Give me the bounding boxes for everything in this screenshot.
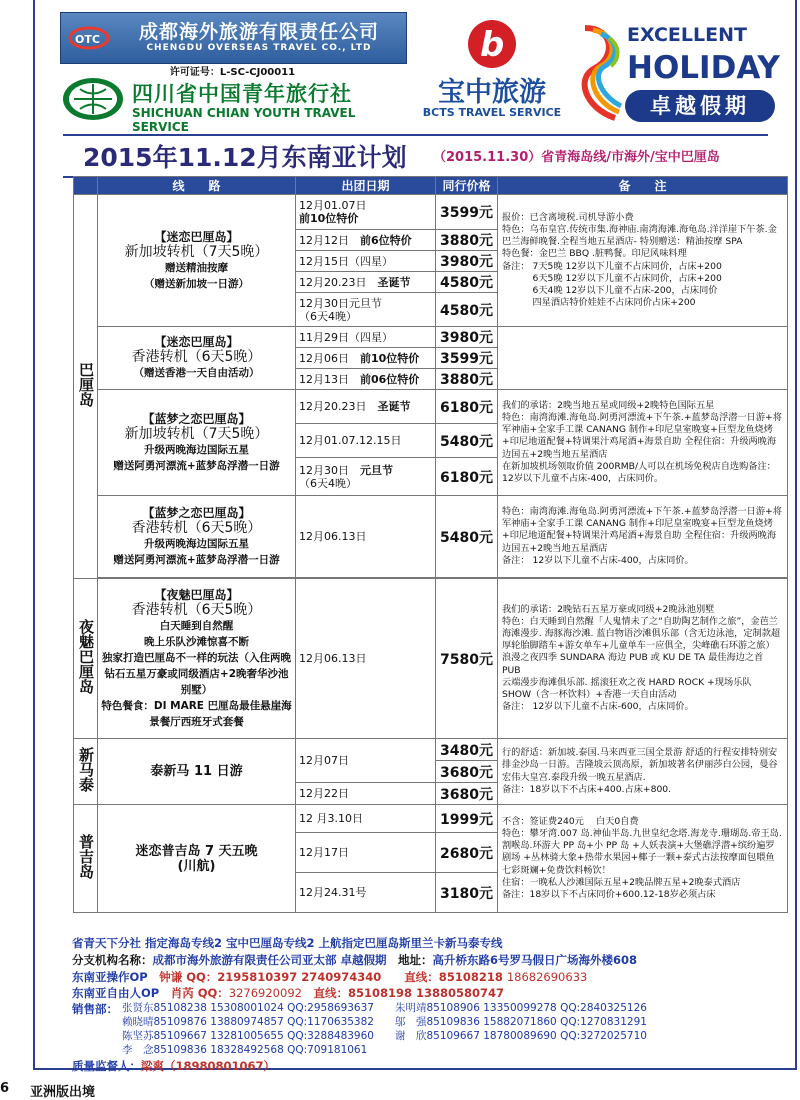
price: 5480元 bbox=[436, 496, 498, 578]
footer-branch bbox=[72, 952, 637, 968]
route-title: 【蓝梦之恋巴厘岛】 bbox=[142, 505, 251, 520]
date-cell: 12月24.31号 bbox=[296, 873, 436, 913]
sales-row: 李 念85109836 18328492568 QQ:709181061 bbox=[122, 1044, 368, 1056]
cyts-name-cn: 四川省中国青年旅行社 bbox=[132, 82, 352, 106]
route-title: 【迷恋巴厘岛】 bbox=[154, 229, 239, 244]
sales-row: 陈坚苏85109667 13281005655 QQ:3288483960 谢 欣85109667 18780089690 QQ:3272025710 bbox=[122, 1030, 647, 1042]
route-title: 【夜魅巴厘岛】 bbox=[154, 587, 239, 602]
date-note: （6天4晚） bbox=[299, 309, 357, 323]
free-op-tel: 直线：85108198 13880580747 bbox=[313, 986, 504, 1000]
route-title: 【蓝梦之恋巴厘岛】 bbox=[142, 411, 251, 426]
price: 3880元 bbox=[436, 369, 498, 390]
route-airline: (川航) bbox=[177, 858, 216, 874]
cyts-logo bbox=[60, 76, 405, 134]
address: 高升桥东路6号罗马假日广场海外楼608 bbox=[432, 953, 638, 967]
date-cell: 12月06.13日 bbox=[296, 579, 436, 739]
date-cell: 12月17日 bbox=[296, 833, 436, 873]
bcts-emblem-icon bbox=[412, 18, 572, 70]
date: 12月30日 bbox=[299, 463, 349, 477]
table-row bbox=[74, 327, 788, 348]
page-number: 6 bbox=[0, 1081, 10, 1096]
date-cell: 12 月3.10日 bbox=[296, 805, 436, 833]
route-gift-2: （赠送新加坡一日游） bbox=[144, 277, 249, 290]
notes-cell bbox=[498, 195, 788, 327]
tour-plan-table bbox=[73, 176, 788, 913]
otc-name-en: CHENGDU OVERSEAS TRAVEL CO., LTD bbox=[146, 43, 372, 53]
price: 3880元 bbox=[436, 230, 498, 251]
price: 7580元 bbox=[436, 579, 498, 739]
date-note: 圣诞节 bbox=[377, 400, 411, 413]
route-gift: 赠送精油按摩 bbox=[165, 261, 228, 274]
otc-swirl-icon bbox=[67, 21, 111, 55]
notes-text: 不含：签证费240元 白天0自费 特色：攀牙湾.007 岛.神仙半岛.九世皇纪念塔.海龙寺.珊瑚岛.帝王岛.割喉岛.环游大 PP 岛+小 PP 岛 +人妖表演+大堡礁浮潜+缤纷遍罗剧场 +丛林骑大象+热带水果园+椰子一颗+泰式古法按摩面包喂鱼七彩斑斓+免费饮料畅饮！ 住宿：一晚私人沙滩国际五星+2晚品牌五星+2晚泰式酒店 备注：18岁以下不占床同价+600.12-18岁必须占床 bbox=[502, 815, 782, 900]
notes-text: 特色：南湾海滩.海龟岛.阿勇河漂流+下午茶.+蓝梦岛浮潜一日游+将军神庙+全家手工课 CANANG 制作+印尼皇室晚宴+巨型龙鱼烧烤+印尼地道配餐+特调果汁鸡尾酒+海景自助 全程住宿：升级两晚海边国五+2晚当地五星酒店 备注： 12岁以下儿童不占床-400，占床同价。 bbox=[502, 505, 782, 566]
region-label: 普吉岛 bbox=[77, 834, 95, 879]
date-note: 前10位特价 bbox=[299, 212, 359, 225]
address-label: 地址： bbox=[398, 953, 433, 967]
footer-quality bbox=[72, 1058, 275, 1074]
route-feature: 白天睡到自然醒 bbox=[159, 619, 234, 632]
date-note: 元旦节 bbox=[360, 463, 393, 477]
date-cell: 12月07日 bbox=[296, 739, 436, 783]
footer-sales bbox=[72, 1001, 118, 1017]
notes-text: 我们的承诺：2晚钻石五星万豪或同级+2晚泳池别墅 特色：白天睡到自然醒「人鬼情未了之“自助陶艺制作之旅”，金芭兰海滩漫步. 海豚海沙滩. 蓝白物语沙滩俱乐部（含无边泳池，定制款超厚轮胎脚踏车+游女单车+儿童单车一应俱全，尖峰礁石环游之旅）浪漫之夜四季 SUNDARA 海边 PUB 或 KU DE TA 最佳海边之首 PUB 云端漫步海滩俱乐部. 摇滚狂欢之夜 HARD ROCK +现场乐队 SHOW（含一杯饮料）+香港一天自由活动 备注： 12岁以下儿童不占床-600，占床同价。 bbox=[502, 603, 781, 713]
rainbow-swirl-icon bbox=[575, 18, 627, 128]
price: 3980元 bbox=[436, 251, 498, 272]
excellent-holiday-cn: 卓越假期 bbox=[625, 90, 775, 122]
notes-text: 我们的承诺：2晚当地五星或同级+2晚特色国际五星 特色：南湾海滩.海龟岛.阿勇河漂流+下午茶.+蓝梦岛浮潜一日游+将军神庙+全家手工课 CANANG 制作+印尼皇室晚宴+巨型龙鱼烧烤+印尼地道配餐+特调果汁鸡尾酒+海景自助 全程住宿：升级两晚海边国五+2晚当地五星酒店 在新加坡机场领取价值 200RMB/人可以在机场免税店自选购备注： 12岁以下儿童不占床-400，占床同价。 bbox=[502, 399, 782, 484]
date: 12月12日 bbox=[299, 233, 349, 247]
region-label: 新马泰 bbox=[77, 747, 95, 792]
region-xmt bbox=[74, 739, 98, 805]
price: 6180元 bbox=[436, 458, 498, 496]
footer-op bbox=[72, 969, 587, 985]
route-title: 泰新马 11 日游 bbox=[150, 764, 243, 779]
date: 12月20.23日 bbox=[299, 400, 367, 413]
section-title: 亚洲版出境 bbox=[30, 1085, 96, 1100]
otc-logo-banner bbox=[60, 12, 407, 64]
date-cell: 12月06.13日 bbox=[296, 496, 436, 578]
sales-row: 赖晓晴85109876 13880974857 QQ:1170635382 邬 强85109836 15882071860 QQ:1270831291 bbox=[122, 1016, 647, 1028]
notes-cell bbox=[498, 739, 788, 805]
route-cell bbox=[98, 805, 296, 913]
footer-free-op bbox=[72, 985, 504, 1001]
route-cell bbox=[98, 195, 296, 327]
branch-name: 成都市海外旅游有限责任公司亚太部 卓越假期 bbox=[152, 953, 387, 967]
price: 2680元 bbox=[436, 833, 498, 873]
header-price: 同行价格 bbox=[436, 177, 498, 195]
op-contact: 钟谦 QQ：2195810397 2740974340 直线：85108218 bbox=[159, 970, 503, 984]
title-bar bbox=[63, 134, 768, 178]
date-cell bbox=[296, 348, 436, 369]
route-transfer: 新加坡转机（7天5晚） bbox=[124, 243, 269, 260]
free-op-contact: 肖芮 QQ： bbox=[170, 986, 229, 1000]
date-cell: 12月22日 bbox=[296, 783, 436, 805]
otc-name-cn: 成都海外旅游有限责任公司 bbox=[138, 21, 379, 43]
license-number: 许可证号：L-SC-CJ00011 bbox=[169, 67, 296, 78]
route-transfer: 香港转机（6天5晚） bbox=[131, 519, 262, 536]
date: 12月06日 bbox=[299, 351, 349, 365]
route-feature-2: 晚上乐队沙滩惊喜不断 bbox=[144, 635, 249, 648]
page-title: 2015年11.12月东南亚计划 bbox=[83, 143, 407, 172]
sales-row: 张贤东85108238 15308001024 QQ:2958693637 朱明靖85108906 13350099278 QQ:2840325126 bbox=[122, 1002, 647, 1014]
sales-label: 销售部： bbox=[72, 1002, 118, 1016]
region-label: 巴厘岛 bbox=[77, 362, 95, 407]
table-header-row bbox=[74, 177, 788, 195]
table-row bbox=[74, 805, 788, 833]
notes-cell bbox=[498, 390, 788, 496]
bcts-logo bbox=[412, 18, 572, 128]
route-transfer: 新加坡转机（7天5晚） bbox=[124, 425, 269, 442]
route-feature-3: 独家打造巴厘岛不一样的玩法（入住两晚钻石五星万豪或同级酒店+2晚奢华沙池别墅） bbox=[102, 651, 291, 696]
price: 3680元 bbox=[436, 783, 498, 805]
route-cell bbox=[98, 579, 296, 739]
date-note: 前10位特价 bbox=[360, 351, 420, 365]
date-cell bbox=[296, 195, 436, 230]
date: 12月01.07日 bbox=[299, 199, 367, 212]
table-row bbox=[74, 390, 788, 424]
date: 12月30日元旦节 bbox=[299, 296, 382, 310]
excellent-holiday-logo bbox=[575, 18, 785, 128]
svg-text:b: b bbox=[480, 25, 505, 65]
table-row bbox=[74, 739, 788, 761]
quality-contact: 梁爽（18980801067） bbox=[141, 1059, 276, 1073]
notes-cell bbox=[498, 579, 788, 739]
notes-cell bbox=[498, 805, 788, 913]
quality-label: 质量监督人： bbox=[72, 1059, 141, 1073]
notes-cell-empty bbox=[498, 327, 788, 390]
header-route: 线 路 bbox=[98, 177, 296, 195]
sales-list bbox=[122, 1001, 647, 1057]
region-phuket bbox=[74, 805, 98, 913]
date-note: 圣诞节 bbox=[377, 275, 411, 289]
date-cell bbox=[296, 390, 436, 424]
date-cell bbox=[296, 369, 436, 390]
bcts-name-cn: 宝中旅游 bbox=[438, 77, 546, 108]
header-date: 出团日期 bbox=[296, 177, 436, 195]
price: 6180元 bbox=[436, 390, 498, 424]
table-row bbox=[74, 195, 788, 230]
excellent-text: EXCELLENT bbox=[627, 24, 747, 46]
price: 3599元 bbox=[436, 195, 498, 230]
route-cell bbox=[98, 739, 296, 805]
footer-specialty-line: 省青天下分社 指定海岛专线2 宝中巴厘岛专线2 上航指定巴厘岛斯里兰卡新马泰专线 bbox=[72, 936, 503, 950]
price: 5480元 bbox=[436, 424, 498, 458]
date-cell: 12月01.07.12.15日 bbox=[296, 424, 436, 458]
bcts-name-en: BCTS TRAVEL SERVICE bbox=[422, 106, 562, 119]
route-gift: 赠送阿勇河漂流+蓝梦岛浮潜一日游 bbox=[113, 459, 280, 472]
price: 3480元 bbox=[436, 739, 498, 761]
date: 12月13日 bbox=[299, 372, 349, 386]
price: 4580元 bbox=[436, 293, 498, 327]
price: 4580元 bbox=[436, 272, 498, 293]
free-op-qq: 3276920092 bbox=[228, 986, 302, 1000]
date: 12月20.23日 bbox=[299, 275, 367, 289]
route-cell bbox=[98, 327, 296, 390]
date-cell bbox=[296, 230, 436, 251]
table-row bbox=[74, 579, 788, 739]
table-row bbox=[74, 496, 788, 578]
cyts-name-en: SHICHUAN CHIAN YOUTH TRAVEL SERVICE bbox=[132, 106, 356, 134]
date-note: 前06位特价 bbox=[360, 372, 420, 386]
header-spacer bbox=[74, 177, 98, 195]
op-label: 东南亚操作OP bbox=[72, 970, 148, 984]
route-upgrade: 升级两晚海边国际五星 bbox=[144, 537, 249, 550]
date-cell: 11月29日（四星） bbox=[296, 327, 436, 348]
region-night-bali bbox=[74, 579, 98, 739]
route-upgrade: 升级两晚海边国际五星 bbox=[144, 443, 249, 456]
region-bali bbox=[74, 195, 98, 579]
region-label: 夜魅巴厘岛 bbox=[77, 619, 95, 694]
svg-text:OTC: OTC bbox=[75, 33, 100, 46]
date-cell bbox=[296, 272, 436, 293]
route-cell bbox=[98, 496, 296, 578]
route-title: 【迷恋巴厘岛】 bbox=[154, 335, 239, 349]
branch-label: 分支机构名称： bbox=[72, 953, 153, 967]
price: 3599元 bbox=[436, 348, 498, 369]
route-transfer: 香港转机（6天5晚） bbox=[131, 601, 262, 618]
op-mobile: 18682690633 bbox=[506, 970, 588, 984]
date-cell: 12月15日（四星） bbox=[296, 251, 436, 272]
holiday-text: HOLIDAY bbox=[627, 50, 780, 86]
price: 3180元 bbox=[436, 873, 498, 913]
free-op-label: 东南亚自由人OP bbox=[72, 986, 160, 1000]
header-notes: 备 注 bbox=[498, 177, 788, 195]
route-transfer: 香港转机（6天5晚） bbox=[131, 349, 262, 365]
notes-text: 行的舒适：新加坡.泰国.马来西亚三国全景游 舒适的行程安排特别安排金沙岛一日游。吉隆坡云顶高原，新加坡著名伊丽莎白公园，曼谷宏伟大皇宫.泰段升级一晚五星酒店. 备注：18岁以下不占床+400.占床+800. bbox=[502, 747, 778, 795]
route-gift: （赠送香港一天自由活动） bbox=[133, 367, 260, 379]
route-gift: 赠送阿勇河漂流+蓝梦岛浮潜一日游 bbox=[113, 553, 280, 566]
route-cell bbox=[98, 390, 296, 496]
notes-cell bbox=[498, 496, 788, 578]
date-cell bbox=[296, 293, 436, 327]
date-cell bbox=[296, 458, 436, 496]
route-meal: 特色餐食：DI MARE 巴厘岛最佳悬崖海景餐厅西班牙式套餐 bbox=[101, 699, 292, 728]
notes-text: 报价：已含离境税.司机导游小费 特色：乌布皇宫.传统市集.海神庙.南湾海滩.海龟岛.洋洋崖下午茶.金巴兰海鲜晚餐.全程当地五星酒店- 特别赠送：精油按摩 SPA 特色餐：金巴兰 BBQ .脏鸭餐。印尼风味料理 备注： 7天5晚 12岁以下儿童不占床同价，占床+200 6天5晚 12岁以下儿童不占床同价，占床+200 6天4晚 12岁以下儿童不占床-200，占床同价 四星酒店特价娃娃不占床同价占床+200 bbox=[502, 211, 777, 309]
price: 3980元 bbox=[436, 327, 498, 348]
page-subtitle: （2015.11.30）省青海岛线/市海外/宝中巴厘岛 bbox=[433, 150, 720, 165]
date-note: 前6位特价 bbox=[360, 233, 412, 247]
price: 3680元 bbox=[436, 761, 498, 783]
date-note-2: （6天4晚） bbox=[299, 476, 357, 490]
route-title: 迷恋普吉岛 7 天五晚 bbox=[135, 843, 258, 859]
price: 1999元 bbox=[436, 805, 498, 833]
cyts-globe-icon bbox=[60, 76, 126, 122]
